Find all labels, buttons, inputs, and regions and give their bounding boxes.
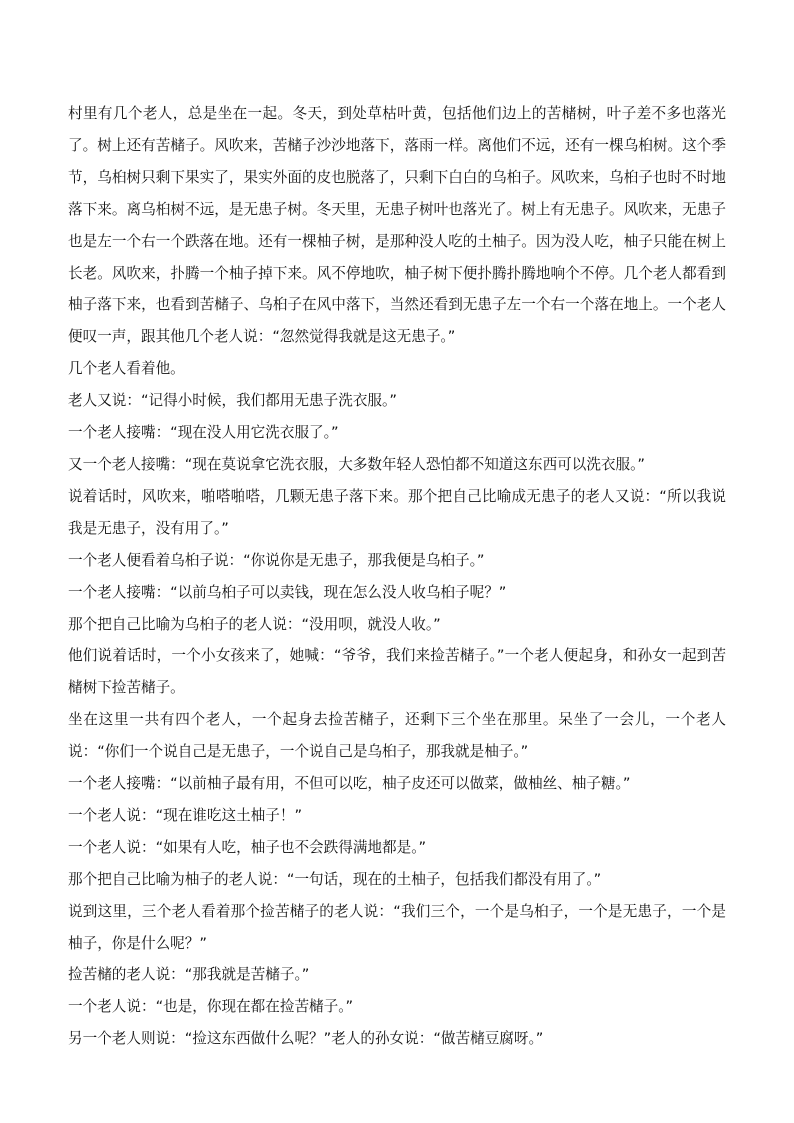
paragraph: 另一个老人则说：“捡这东西做什么呢？”老人的孙女说：“做苦槠豆腐呀。” — [68, 1030, 544, 1048]
paragraph: 老人又说：“记得小时候，我们都用无患子洗衣服。” — [68, 392, 397, 410]
paragraph: 一个老人便看着乌桕子说：“你说你是无患子，那我便是乌桕子。” — [68, 551, 485, 569]
paragraph: 说着话时，风吹来，啪嗒啪嗒，几颗无患子落下来。那个把自己比喻成无患子的老人又说：“所以我说我是无患子，没有用了。” — [68, 487, 726, 537]
paragraph: 一个老人接嘴：“以前乌桕子可以卖钱，现在怎么没人收乌桕子呢？” — [68, 583, 507, 601]
paragraph: 坐在这里一共有四个老人，一个起身去捡苦槠子，还剩下三个坐在那里。呆坐了一会儿，一个老人说：“你们一个说自己是无患子，一个说自己是乌桕子，那我就是柚子。” — [68, 711, 726, 761]
paragraph: 一个老人接嘴：“现在没人用它洗衣服了。” — [68, 424, 339, 442]
paragraph: 一个老人说：“也是，你现在都在捡苦槠子。” — [68, 998, 354, 1016]
paragraph: 一个老人接嘴：“以前柚子最有用，不但可以吃，柚子皮还可以做菜，做柚丝、柚子糖。” — [68, 775, 631, 793]
paragraph: 几个老人看着他。 — [68, 360, 185, 378]
paragraph: 那个把自己比喻为乌桕子的老人说：“没用呗，就没人收。” — [68, 615, 441, 633]
paragraph: 说到这里，三个老人看着那个捡苦槠子的老人说：“我们三个，一个是乌桕子，一个是无患子，一个是柚子，你是什么呢？” — [68, 902, 726, 952]
paragraph: 那个把自己比喻为柚子的老人说：“一句话，现在的土柚子，包括我们都没有用了。” — [68, 870, 602, 888]
paragraph: 一个老人说：“现在谁吃这土柚子！” — [68, 806, 303, 824]
document-body — [68, 98, 726, 1055]
paragraph: 他们说着话时，一个小女孩来了，她喊：“爷爷，我们来捡苦槠子。”一个老人便起身，和孙女一起到苦槠树下捡苦槠子。 — [68, 647, 726, 697]
paragraph: 捡苦槠的老人说：“那我就是苦槠子。” — [68, 966, 310, 984]
paragraph: 一个老人说：“如果有人吃，柚子也不会跌得满地都是。” — [68, 838, 427, 856]
paragraph: 又一个老人接嘴：“现在莫说拿它洗衣服，大多数年轻人恐怕都不知道这东西可以洗衣服。” — [68, 455, 645, 473]
paragraph: 村里有几个老人，总是坐在一起。冬天，到处草枯叶黄，包括他们边上的苦槠树，叶子差不多也落光了。树上还有苦槠子。风吹来，苦槠子沙沙地落下，落雨一样。离他们不远，还有一棵乌桕树。这个季节，乌桕树只剩下果实了，果实外面的皮也脱落了，只剩下白白的乌桕子。风吹来，乌桕子也时不时地落下来。离乌桕树不远，是无患子树。冬天里，无患子树叶也落光了。树上有无患子。风吹来，无患子也是左一个右一个跌落在地。还有一棵柚子树，是那种没人吃的土柚子。因为没人吃，柚子只能在树上长老。风吹来，扑腾一个柚子掉下来。风不停地吹，柚子树下便扑腾扑腾地响个不停。几个老人都看到柚子落下来，也看到苦槠子、乌桕子在风中落下，当然还看到无患子左一个右一个落在地上。一个老人便叹一声，跟其他几个老人说：“忽然觉得我就是这无患子。” — [68, 105, 726, 346]
